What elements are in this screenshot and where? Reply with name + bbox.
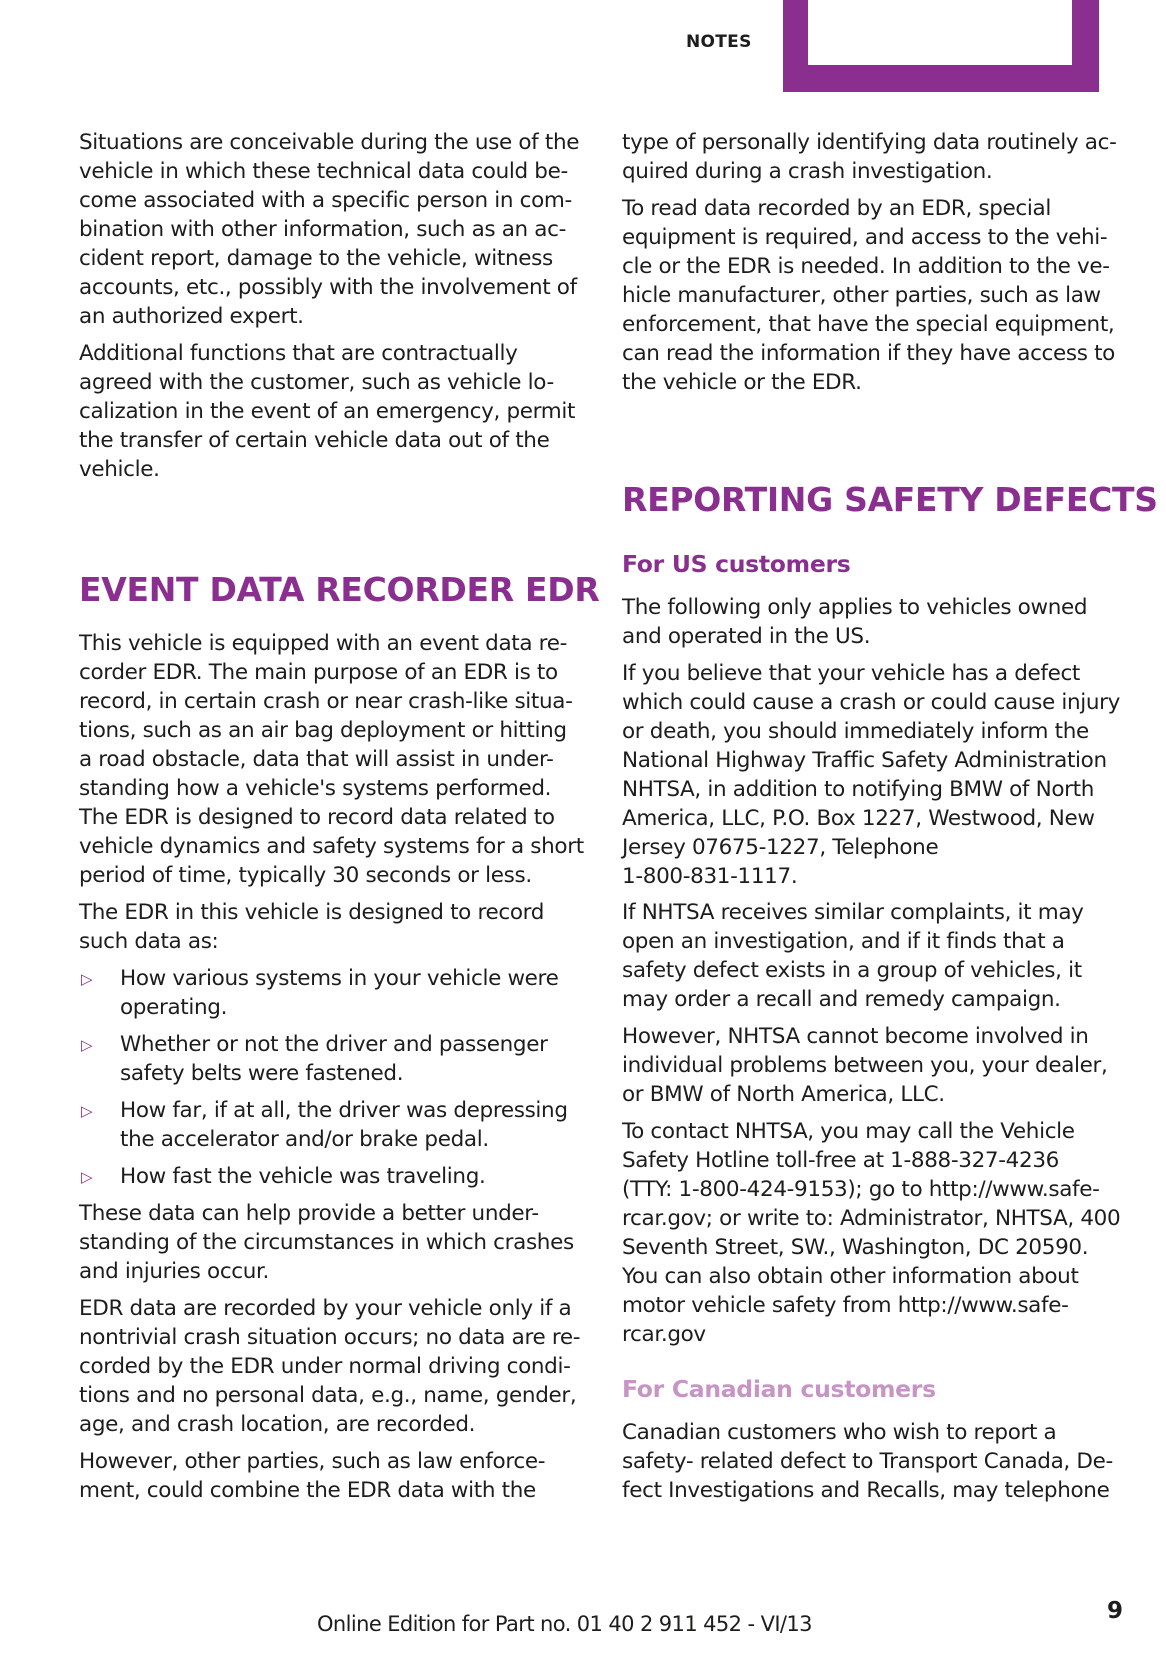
text-line: If NHTSA receives similar complaints, it may [622, 900, 1084, 925]
text-line: cle or the EDR is needed. In addition to the ve- [622, 254, 1110, 279]
text-line: To read data recorded by an EDR, special [622, 196, 1051, 221]
text-line: the transfer of certain vehicle data out of the [79, 428, 550, 453]
text-line: National Highway Traffic Safety Administration [622, 748, 1107, 773]
heading-reporting-safety-defects: REPORTING SAFETY DEFECTS [622, 480, 1158, 519]
text-line: type of personally identifying data routinely ac- [622, 130, 1117, 155]
heading-edr: EVENT DATA RECORDER EDR [79, 570, 600, 609]
subheading-canadian-customers: For Canadian customers [622, 1375, 936, 1403]
text-line: an authorized expert. [79, 304, 304, 329]
text-line: safety- related defect to Transport Canada, De- [622, 1449, 1113, 1474]
text-line: vehicle in which these technical data could be- [79, 159, 568, 184]
text-line: Canadian customers who wish to report a [622, 1420, 1057, 1445]
page-number: 9 [1107, 1598, 1124, 1624]
text-line: quired during a crash investigation. [622, 159, 993, 184]
section-tab-frame [783, 0, 1099, 92]
text-line: or death, you should immediately inform the [622, 719, 1089, 744]
text-line: 1-800-831-1117. [622, 864, 798, 889]
text-line: record, in certain crash or near crash-like situa- [79, 689, 573, 714]
text-line: which could cause a crash or could cause injury [622, 690, 1120, 715]
list-item: Whether or not the driver and passenger [120, 1032, 548, 1057]
text-line: motor vehicle safety from http://www.safe- [622, 1293, 1069, 1318]
text-line: This vehicle is equipped with an event data re- [79, 631, 567, 656]
text-line: calization in the event of an emergency, permit [79, 399, 576, 424]
text-line: hicle manufacturer, other parties, such as law [622, 283, 1101, 308]
list-item: safety belts were fastened. [120, 1061, 404, 1086]
text-line: NHTSA, in addition to notifying BMW of North [622, 777, 1094, 802]
text-line: Jersey 07675-1227, Telephone [622, 835, 939, 860]
text-line: fect Investigations and Recalls, may telephone [622, 1478, 1110, 1503]
text-line: cident report, damage to the vehicle, witness [79, 246, 553, 271]
text-line: safety defect exists in a group of vehicles, it [622, 958, 1082, 983]
text-line: rcar.gov [622, 1322, 706, 1347]
list-item: How far, if at all, the driver was depressing [120, 1098, 568, 1123]
triangle-bullet-icon: ▷ [81, 970, 93, 988]
text-line: open an investigation, and if it finds that a [622, 929, 1065, 954]
list-item: How fast the vehicle was traveling. [120, 1164, 486, 1189]
text-line: corder EDR. The main purpose of an EDR is to [79, 660, 558, 685]
text-line: vehicle dynamics and safety systems for a short [79, 834, 584, 859]
text-line: the vehicle or the EDR. [622, 370, 862, 395]
text-line: or BMW of North America, LLC. [622, 1082, 945, 1107]
text-line: Situations are conceivable during the use of the [79, 130, 580, 155]
text-line: ment, could combine the EDR data with the [79, 1478, 536, 1503]
text-line: equipment is required, and access to the vehi- [622, 225, 1108, 250]
section-label: NOTES [686, 32, 752, 52]
text-line: individual problems between you, your dealer, [622, 1053, 1108, 1078]
triangle-bullet-icon: ▷ [81, 1036, 93, 1054]
text-line: EDR data are recorded by your vehicle only if a [79, 1296, 572, 1321]
text-line: come associated with a specific person in com- [79, 188, 572, 213]
footer-edition: Online Edition for Part no. 01 40 2 911 452 - VI/13 [317, 1612, 812, 1636]
text-line: standing of the circumstances in which crashes [79, 1230, 574, 1255]
text-line: a road obstacle, data that will assist in under- [79, 747, 554, 772]
text-line: Safety Hotline toll-free at 1-888-327-4236 [622, 1148, 1059, 1173]
text-line: can read the information if they have access to [622, 341, 1115, 366]
list-item: How various systems in your vehicle were [120, 966, 559, 991]
text-line: America, LLC, P.O. Box 1227, Westwood, New [622, 806, 1095, 831]
list-item: operating. [120, 995, 228, 1020]
text-line: tions and no personal data, e.g., name, gender, [79, 1383, 577, 1408]
text-line: These data can help provide a better under- [79, 1201, 539, 1226]
list-item: the accelerator and/or brake pedal. [120, 1127, 489, 1152]
text-line: accounts, etc., possibly with the involvement of [79, 275, 577, 300]
text-line: such data as: [79, 929, 219, 954]
triangle-bullet-icon: ▷ [81, 1102, 93, 1120]
text-line: standing how a vehicle's systems performed. [79, 776, 552, 801]
text-line: bination with other information, such as an ac- [79, 217, 567, 242]
text-line: and operated in the US. [622, 624, 871, 649]
text-line: corded by the EDR under normal driving condi- [79, 1354, 571, 1379]
text-line: If you believe that your vehicle has a defect [622, 661, 1081, 686]
text-line: The EDR is designed to record data related to [79, 805, 555, 830]
text-line: period of time, typically 30 seconds or less. [79, 863, 532, 888]
text-line: However, other parties, such as law enforce- [79, 1449, 546, 1474]
text-line: may order a recall and remedy campaign. [622, 987, 1061, 1012]
section-tab-inner [808, 0, 1072, 65]
text-line: However, NHTSA cannot become involved in [622, 1024, 1089, 1049]
text-line: and injuries occur. [79, 1259, 270, 1284]
triangle-bullet-icon: ▷ [81, 1168, 93, 1186]
text-line: You can also obtain other information about [622, 1264, 1079, 1289]
subheading-us-customers: For US customers [622, 550, 851, 578]
text-line: Seventh Street, SW., Washington, DC 20590. [622, 1235, 1089, 1260]
text-line: The following only applies to vehicles owned [622, 595, 1088, 620]
text-line: rcar.gov; or write to: Administrator, NHTSA, 400 [622, 1206, 1121, 1231]
text-line: Additional functions that are contractually [79, 341, 518, 366]
text-line: tions, such as an air bag deployment or hitting [79, 718, 567, 743]
text-line: enforcement, that have the special equipment, [622, 312, 1115, 337]
text-line: vehicle. [79, 457, 160, 482]
text-line: The EDR in this vehicle is designed to record [79, 900, 545, 925]
text-line: agreed with the customer, such as vehicle lo- [79, 370, 554, 395]
text-line: (TTY: 1-800-424-9153); go to http://www.safe- [622, 1177, 1100, 1202]
text-line: age, and crash location, are recorded. [79, 1412, 476, 1437]
text-line: nontrivial crash situation occurs; no data are re- [79, 1325, 581, 1350]
text-line: To contact NHTSA, you may call the Vehicle [622, 1119, 1075, 1144]
